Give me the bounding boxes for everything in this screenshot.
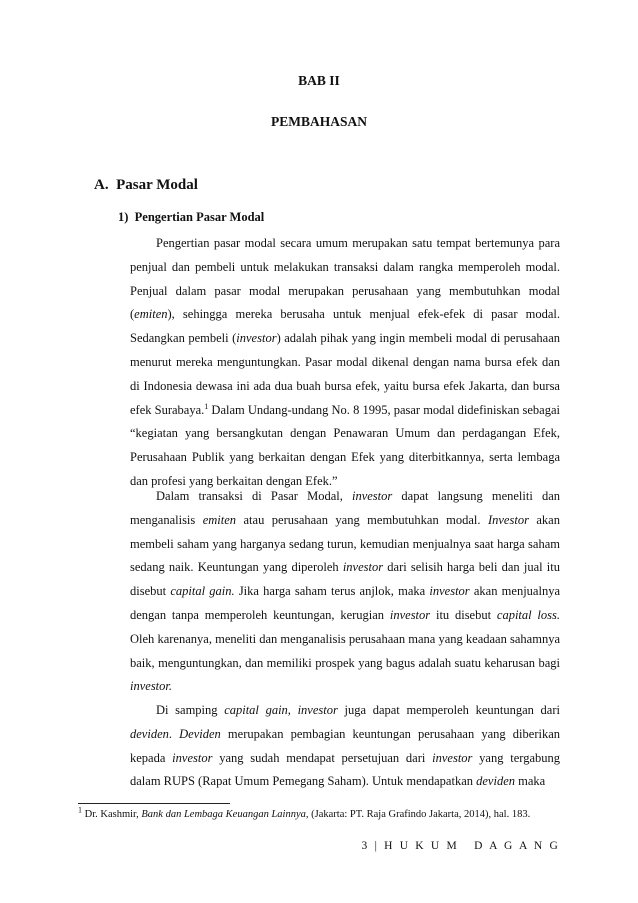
footnote-divider: [78, 803, 230, 804]
page-footer: 3 | H U K U M D A G A N G: [361, 840, 560, 852]
subsection-heading: 1) Pengertian Pasar Modal: [118, 210, 265, 224]
section-heading: A. Pasar Modal: [94, 177, 198, 193]
paragraph-3: Di samping capital gain, investor juga dapat memperoleh keuntungan dari deviden. Deviden merupakan pembagian keuntungan perusahaan yang diberikan kepada investor yang sudah mendapat persetujuan dari investor yang tergabung dalam RUPS (Rapat Umum Pemegang Saham). Untuk mendapatkan deviden maka: [130, 703, 561, 789]
chapter-number: BAB II: [298, 73, 340, 88]
chapter-title: PEMBAHASAN: [270, 114, 367, 129]
paragraph-1: Pengertian pasar modal secara umum merupakan satu tempat bertemunya para penjual dan pembeli untuk melakukan transaksi dalam rangka memperoleh modal. Penjual dalam pasar modal merupakan perusahaan yang membutuhkan modal (emiten), sehingga mereka berusaha untuk menjual efek-efek di pasar modal. Sedangkan pembeli (investor) adalah pihak yang ingin membeli modal di perusahaan menurut mereka menguntungkan. Pasar modal dikenal dengan nama bursa efek dan di Indonesia dewasa ini ada dua buah bursa efek, yaitu bursa efek Jakarta, dan bursa efek Surabaya.$^1$ Dalam Undang-undang No. 8 1995, pasar modal didefiniskan sebagai “kegiatan yang bersangkutan dengan Penawaran Umum dan perdagangan Efek, Perusahaan Publik yang berkaitan dengan Efek yang diterbitkannya, serta lembaga dan profesi yang berkaitan dengan Efek.”: [130, 236, 561, 488]
footnote-reference: 1: [204, 401, 209, 411]
footnote: $^1$ Dr. Kashmir, Bank dan Lembaga Keuangan Lainnya, (Jakarta: PT. Raja Grafindo Jakarta, 2014), hal. 183.: [78, 805, 531, 820]
paragraph-2: Dalam transaksi di Pasar Modal, investor dapat langsung meneliti dan menganalisis emiten atau perusahaan yang membutuhkan modal. Investor akan membeli saham yang harganya sedang turun, kemudian menjualnya saat harga saham sedang naik. Keuntungan yang diperoleh investor dari selisih harga beli dan jual itu disebut capital gain. Jika harga saham terus anjlok, maka investor akan menjualnya dengan tanpa memperoleh keuntungan, kerugian investor itu disebut capital loss. Oleh karenanya, meneliti dan menganalisis perusahaan mana yang keadaan sahamnya baik, menguntungkan, dan memiliki prospek yang bagus adalah suatu keharusan bagi investor.: [130, 489, 561, 694]
